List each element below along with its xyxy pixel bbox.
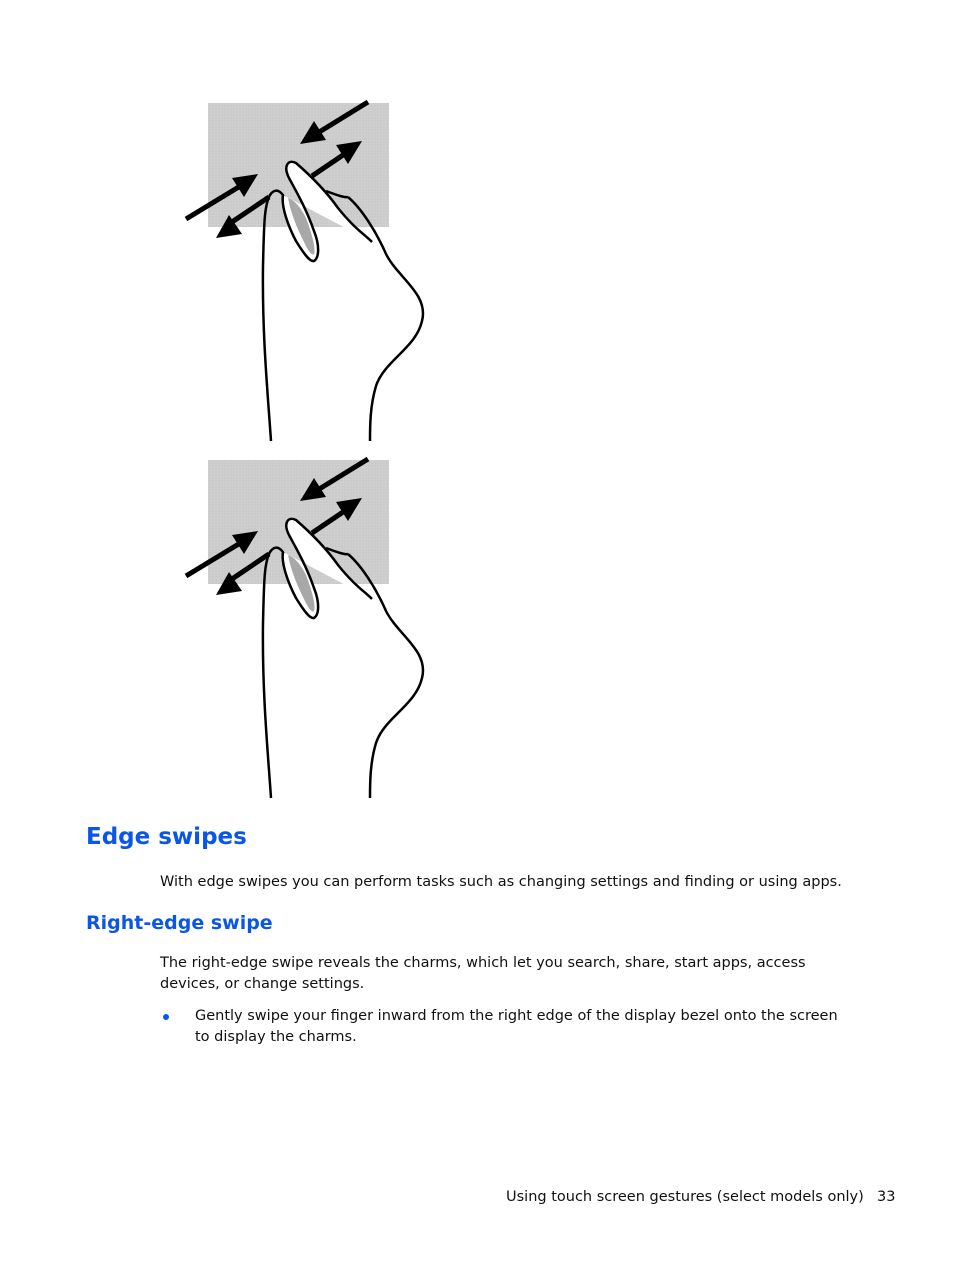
pinch-gesture-hand-icon xyxy=(176,96,436,446)
pinch-gesture-figure xyxy=(176,453,436,803)
bullet-text: Gently swipe your finger inward from the right edge of the display bezel onto the screen to display the charms. xyxy=(195,1008,838,1045)
section-heading: Edge swipes xyxy=(86,824,247,850)
footer-chapter-title: Using touch screen gestures (select models only) xyxy=(506,1189,864,1205)
pinch-gesture-hand-icon xyxy=(176,453,436,803)
subsection-description-text: The right-edge swipe reveals the charms, which let you search, share, start apps, access devices, or change settings. xyxy=(160,955,806,992)
footer-page-number: 33 xyxy=(877,1189,896,1205)
section-intro-text: With edge swipes you can perform tasks such as changing settings and finding or using apps. xyxy=(160,874,842,890)
subsection-heading: Right-edge swipe xyxy=(86,912,273,934)
bullet-dot-icon xyxy=(163,1014,169,1020)
pinch-gesture-figure xyxy=(176,96,436,446)
